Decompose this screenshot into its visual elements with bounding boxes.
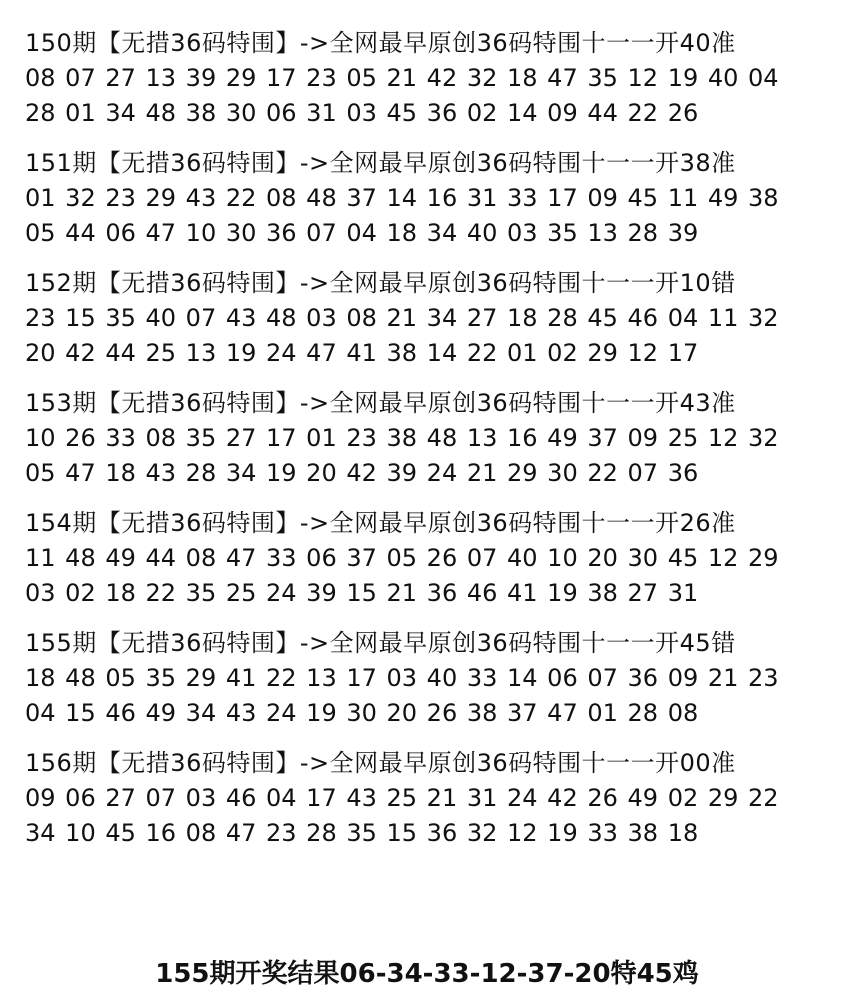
record-header: 150期【无措36码特围】->全网最早原创36码特围十一一开40准 xyxy=(25,29,736,57)
record-156 xyxy=(25,746,840,866)
record-numbers-line-2: 04 15 46 49 34 43 24 19 30 20 26 38 37 47 01 28 08 xyxy=(25,699,699,727)
record-header: 156期【无措36码特围】->全网最早原创36码特围十一一开00准 xyxy=(25,749,736,777)
record-header: 153期【无措36码特围】->全网最早原创36码特围十一一开43准 xyxy=(25,389,736,417)
record-numbers-line-2: 28 01 34 48 38 30 06 31 03 45 36 02 14 09 44 22 26 xyxy=(25,99,699,127)
record-header: 155期【无措36码特围】->全网最早原创36码特围十一一开45错 xyxy=(25,629,736,657)
record-151 xyxy=(25,146,840,266)
record-list xyxy=(25,26,840,866)
record-header: 154期【无措36码特围】->全网最早原创36码特围十一一开26准 xyxy=(25,509,736,537)
record-numbers-line-1: 10 26 33 08 35 27 17 01 23 38 48 13 16 49 37 09 25 12 32 xyxy=(25,424,779,452)
record-header: 152期【无措36码特围】->全网最早原创36码特围十一一开10错 xyxy=(25,269,736,297)
record-header: 151期【无措36码特围】->全网最早原创36码特围十一一开38准 xyxy=(25,149,736,177)
record-numbers-line-1: 09 06 27 07 03 46 04 17 43 25 21 31 24 42 26 49 02 29 22 xyxy=(25,784,779,812)
record-153 xyxy=(25,386,840,506)
record-numbers-line-1: 08 07 27 13 39 29 17 23 05 21 42 32 18 47 35 12 19 40 04 xyxy=(25,64,779,92)
record-155 xyxy=(25,626,840,746)
record-numbers-line-1: 18 48 05 35 29 41 22 13 17 03 40 33 14 06 07 36 09 21 23 xyxy=(25,664,779,692)
record-numbers-line-2: 20 42 44 25 13 19 24 47 41 38 14 22 01 02 29 12 17 xyxy=(25,339,699,367)
draw-result-footer: 155期开奖结果06-34-33-12-37-20特45鸡 xyxy=(155,959,699,989)
record-numbers-line-2: 03 02 18 22 35 25 24 39 15 21 36 46 41 19 38 27 31 xyxy=(25,579,699,607)
record-numbers-line-1: 23 15 35 40 07 43 48 03 08 21 34 27 18 28 45 46 04 11 32 xyxy=(25,304,779,332)
record-154 xyxy=(25,506,840,626)
record-numbers-line-2: 05 47 18 43 28 34 19 20 42 39 24 21 29 30 22 07 36 xyxy=(25,459,699,487)
record-152 xyxy=(25,266,840,386)
record-numbers-line-2: 34 10 45 16 08 47 23 28 35 15 36 32 12 19 33 38 18 xyxy=(25,819,699,847)
record-numbers-line-2: 05 44 06 47 10 30 36 07 04 18 34 40 03 35 13 28 39 xyxy=(25,219,699,247)
record-numbers-line-1: 01 32 23 29 43 22 08 48 37 14 16 31 33 17 09 45 11 49 38 xyxy=(25,184,779,212)
record-numbers-line-1: 11 48 49 44 08 47 33 06 37 05 26 07 40 10 20 30 45 12 29 xyxy=(25,544,779,572)
record-150 xyxy=(25,26,840,146)
